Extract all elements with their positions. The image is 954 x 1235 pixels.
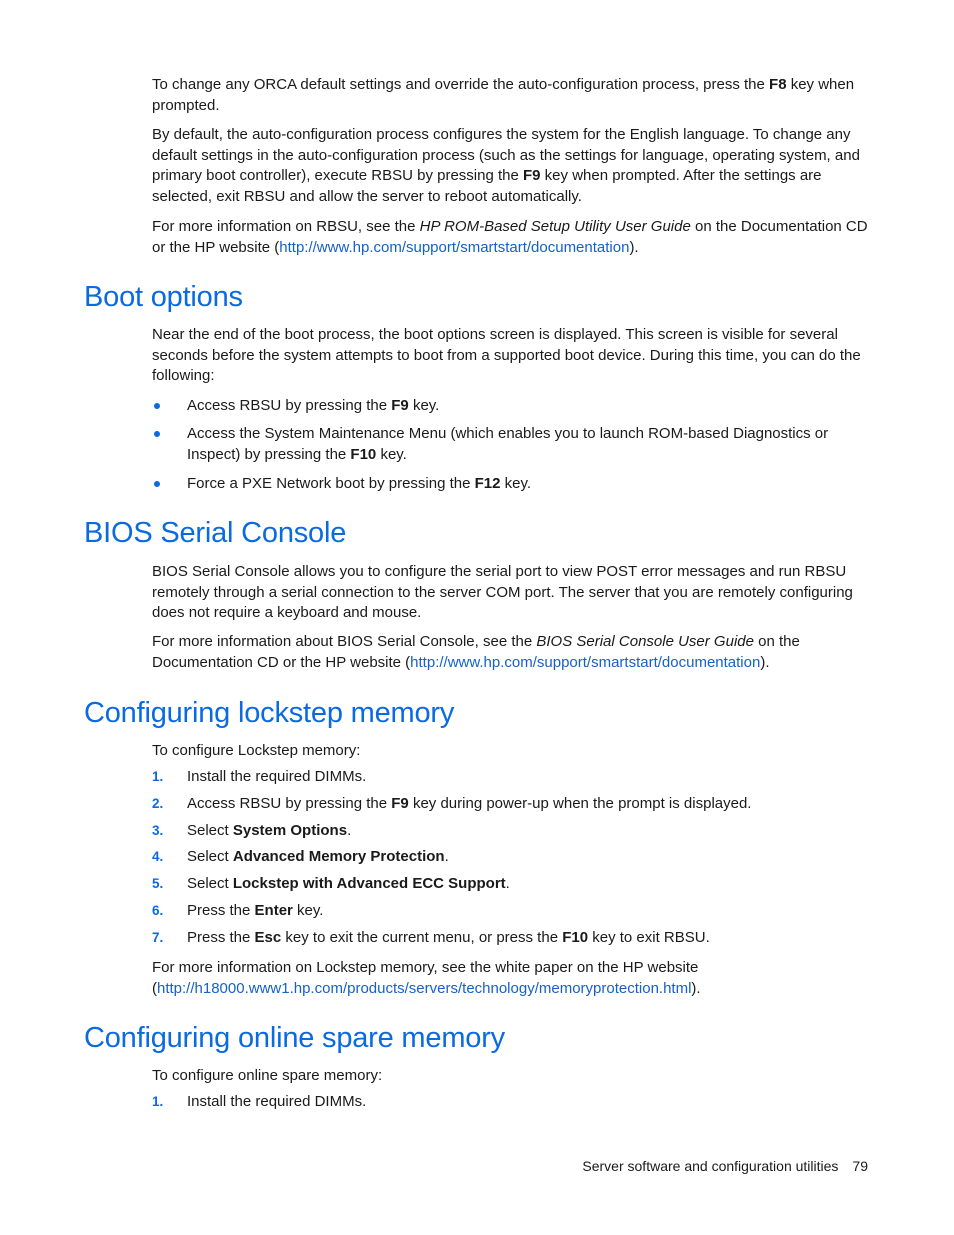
step-item — [152, 847, 872, 868]
menu-option: System Options — [232, 822, 348, 839]
text: ). — [629, 238, 639, 256]
online-spare-intro — [152, 1066, 872, 1087]
key: F10 — [562, 929, 589, 946]
text: key when prompted. — [152, 76, 855, 114]
text: . — [505, 875, 510, 892]
step-number: 5. — [152, 876, 164, 891]
heading-online-spare-memory: Configuring online spare memory — [84, 1022, 505, 1054]
page-footer — [582, 1158, 868, 1174]
step-item — [152, 821, 872, 842]
intro-paragraph-orca — [152, 75, 872, 116]
text: To configure online spare memory: — [152, 1067, 383, 1084]
documentation-link[interactable]: http://www.hp.com/support/smartstart/documentation — [410, 653, 761, 671]
guide-title: BIOS Serial Console User Guide — [536, 633, 754, 650]
text: on the Documentation CD or the HP website ( — [152, 633, 800, 671]
documentation-link[interactable]: http://www.hp.com/support/smartstart/documentation — [279, 238, 630, 256]
text: Access the System Maintenance Menu (which enables you to launch ROM-based Diagnostics or Inspect) by pressing the — [187, 425, 829, 463]
bullet-icon — [154, 431, 160, 437]
step-number: 2. — [152, 796, 164, 811]
menu-option: Lockstep with Advanced ECC Support — [232, 875, 506, 892]
text: . — [347, 822, 352, 839]
text: key to exit RBSU. — [588, 929, 710, 946]
list-item — [152, 474, 872, 495]
step-item — [152, 874, 872, 895]
text: For more information on Lockstep memory, see the white paper on the HP website ( — [152, 959, 699, 997]
key: F9 — [391, 795, 409, 812]
boot-options-paragraph — [152, 325, 872, 387]
text: To configure Lockstep memory: — [152, 742, 361, 759]
text: Select — [187, 848, 233, 865]
intro-paragraph-default — [152, 125, 872, 207]
key: Enter — [254, 902, 293, 919]
key: F12 — [474, 475, 501, 492]
text: ). — [760, 653, 770, 671]
footer-section-title: Server software and configuration utilities — [582, 1158, 839, 1174]
key: Esc — [254, 929, 282, 946]
text: Press the — [187, 902, 255, 919]
intro-paragraph-rbsu-info — [152, 217, 872, 258]
bullet-icon — [154, 403, 160, 409]
heading-bios-serial-console: BIOS Serial Console — [84, 517, 347, 549]
text: BIOS Serial Console allows you to configure the serial port to view POST error messages and run RBSU remotely through a serial connection to the server COM port. The server that you are remotely configuring does not require a keyboard and mouse. — [152, 563, 853, 621]
menu-option: Advanced Memory Protection — [232, 848, 445, 865]
step-number: 1. — [152, 769, 164, 784]
text: key when prompted. After the settings are selected, exit RBSU and allow the server to reboot automatically. — [152, 167, 822, 205]
step-item — [152, 767, 872, 788]
text: key. — [376, 445, 407, 463]
step-number: 6. — [152, 903, 164, 918]
text: key during power-up when the prompt is displayed. — [408, 795, 752, 812]
text: To change any ORCA default settings and override the auto-configuration process, press the — [152, 76, 770, 93]
step-item — [152, 901, 872, 922]
text: Near the end of the boot process, the boot options screen is displayed. This screen is visible for several seconds before the system attempts to boot from a supported boot device. During this time, you can do the following: — [152, 326, 861, 384]
bullet-icon — [154, 481, 160, 487]
key: F9 — [391, 397, 409, 414]
bios-serial-paragraph — [152, 562, 872, 624]
step-item — [152, 1092, 872, 1113]
text: For more information about BIOS Serial Console, see the — [152, 633, 537, 650]
heading-lockstep-memory: Configuring lockstep memory — [84, 697, 455, 729]
step-number: 4. — [152, 849, 164, 864]
text: Press the — [187, 929, 255, 946]
text: key. — [292, 902, 324, 919]
text: Select — [187, 875, 233, 892]
bios-serial-info-paragraph — [152, 632, 872, 673]
step-item — [152, 928, 872, 949]
guide-title: HP ROM-Based Setup Utility User Guide — [419, 218, 691, 235]
list-item — [152, 396, 872, 417]
page-number: 79 — [852, 1158, 868, 1174]
text: on the Documentation CD or the HP website ( — [152, 218, 868, 256]
memory-protection-link[interactable]: http://h18000.www1.hp.com/products/servers/technology/memoryprotection.html — [157, 979, 692, 997]
list-item — [152, 424, 872, 465]
step-number: 7. — [152, 930, 164, 945]
key: F10 — [350, 445, 377, 463]
lockstep-intro — [152, 741, 872, 762]
step-number: 1. — [152, 1094, 164, 1109]
text: By default, the auto-configuration process configures the system for the English language. To change any default settings in the auto-configuration process (such as the settings for language, operating system, and primary boot controller), execute RBSU by pressing the — [152, 126, 860, 184]
text: Force a PXE Network boot by pressing the — [187, 475, 475, 492]
step-number: 3. — [152, 823, 164, 838]
text: key to exit the current menu, or press the — [281, 929, 563, 946]
text: Access RBSU by pressing the — [187, 397, 392, 414]
text: ). — [691, 979, 701, 997]
text: For more information on RBSU, see the — [152, 218, 420, 235]
key-f8: F8 — [769, 76, 787, 93]
text: Access RBSU by pressing the — [187, 795, 392, 812]
step-item — [152, 794, 872, 815]
text: Select — [187, 822, 233, 839]
key-f9: F9 — [523, 167, 541, 184]
text: key. — [408, 397, 440, 414]
text: Install the required DIMMs. — [187, 1093, 367, 1110]
heading-boot-options: Boot options — [84, 281, 243, 313]
text: key. — [500, 475, 532, 492]
text: Install the required DIMMs. — [187, 768, 367, 785]
text: . — [444, 848, 449, 865]
lockstep-info-paragraph — [152, 958, 872, 999]
